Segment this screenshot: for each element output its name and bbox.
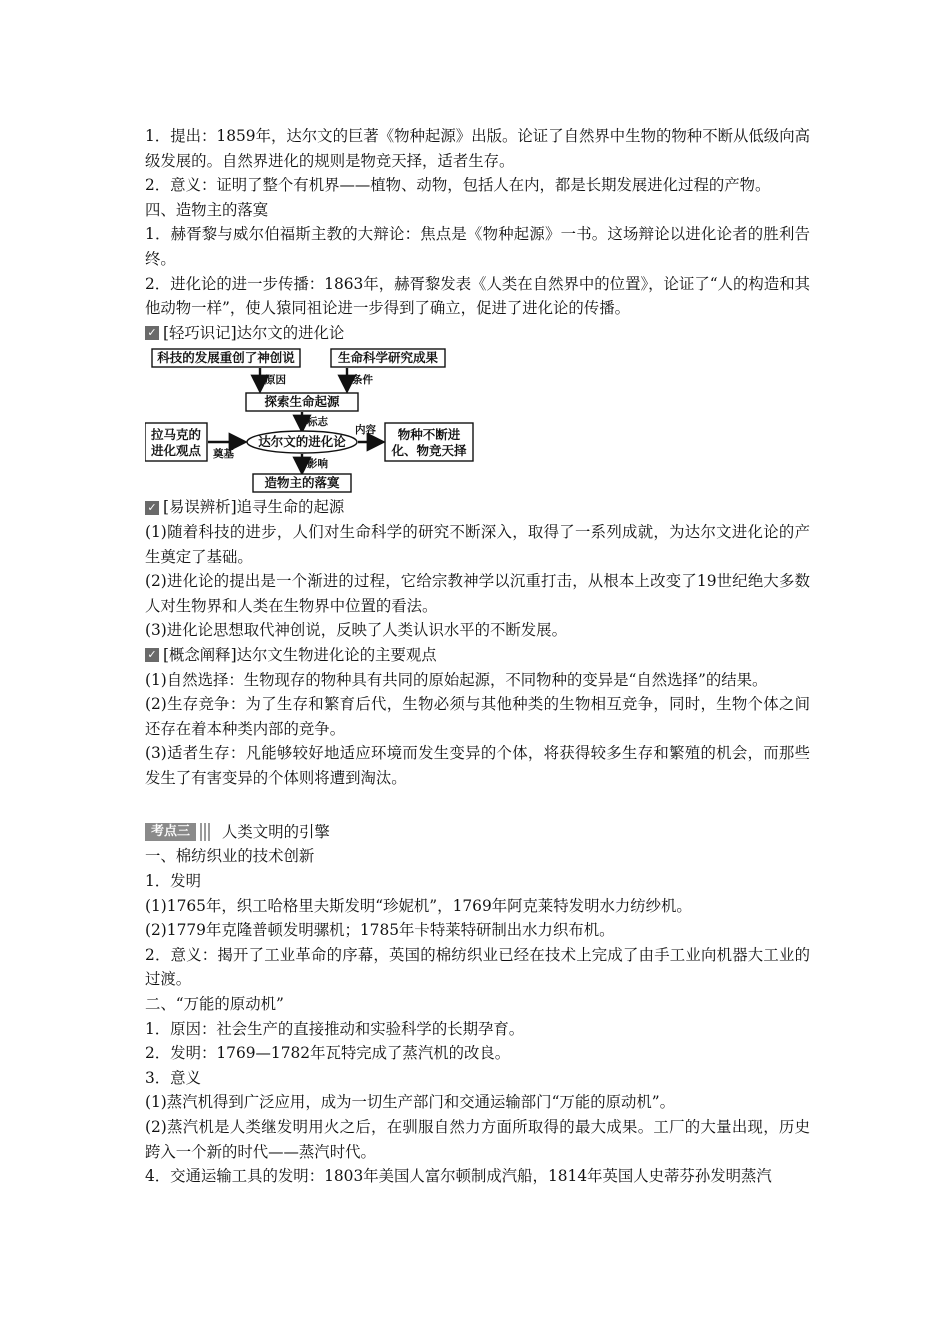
page-content [145, 124, 810, 1189]
paragraph: (2)生存竞争：为了生存和繁育后代，生物必须与其他种类的生物相互竞争，同时，生物个体之间还存在着本种类内部的竞争。 [145, 695, 810, 738]
node-result-line2: 化、物竞天择 [391, 443, 467, 459]
bianxi-heading-text: [易误辨析]追寻生命的起源 [163, 498, 345, 517]
paragraph: 4．交通运输工具的发明：1803年美国人富尔顿制成汽船，1814年英国人史蒂芬孙发明蒸汽 [145, 1167, 772, 1186]
node-explore-label: 探索生命起源 [264, 394, 340, 410]
node-science-label: 生命科学研究成果 [337, 350, 439, 366]
paragraph: (2)进化论的提出是一个渐进的过程，它给宗教神学以沉重打击，从根本上改变了19世纪绝大多数人对生物界和人类在生物界中位置的看法。 [145, 572, 810, 615]
diagram-canvas [145, 347, 475, 495]
paragraph: (2)蒸汽机是人类继发明用火之后，在驯服自然力方面所取得的最大成果。工厂的大量出现，历史跨入一个新的时代——蒸汽时代。 [145, 1118, 810, 1161]
node-center-label: 达尔文的进化论 [258, 434, 346, 450]
paragraph: 1．原因：社会生产的直接推动和实验科学的长期孕育。 [145, 1019, 525, 1038]
qiaoji-heading-text: [轻巧识记]达尔文的进化论 [163, 323, 345, 342]
paragraph: 2．意义：揭开了工业革命的序幕，英国的棉纺织业已经在技术上完成了由手工业向机器大工业的过渡。 [145, 945, 810, 989]
paragraph: (1)自然选择：生物现存的物种具有共同的原始起源，不同物种的变异是“自然选择”的结果。 [145, 670, 768, 689]
paragraph: (3)适者生存：凡能够较好地适应环境而发生变异的个体，将获得较多生存和繁殖的机会，而那些发生了有害变异的个体则将遭到淘汰。 [145, 744, 810, 787]
node-lamarck-line1: 拉马克的 [150, 427, 202, 443]
node-fall-label: 造物主的落寞 [264, 475, 340, 491]
paragraph: 3．意义 [145, 1068, 201, 1087]
bianxi-heading [145, 495, 810, 520]
section-three-header [145, 820, 810, 844]
section-heading: 一、棉纺织业的技术创新 [145, 847, 315, 866]
checkmark-icon: ✓ [145, 648, 159, 662]
section-title: 人类文明的引擎 [222, 823, 330, 842]
gainian-heading-text: [概念阐释]达尔文生物进化论的主要观点 [163, 645, 437, 664]
section-heading: 四、造物主的落寞 [145, 200, 269, 219]
concept-diagram [145, 347, 475, 495]
edge-content-label: 内容 [355, 424, 376, 437]
gainian-heading [145, 643, 810, 668]
edge-foundation-label: 奠基 [213, 448, 234, 461]
edge-influence-label: 影响 [307, 458, 328, 471]
node-result-line1: 物种不断进 [397, 427, 461, 443]
node-tech-label: 科技的发展重创了神创说 [157, 350, 295, 366]
qiaoji-heading [145, 321, 810, 346]
paragraph: 2．进化论的进一步传播：1863年，赫胥黎发表《人类在自然界中的位置》，论证了“人的构造和其他动物一样”，使人猿同祖论进一步得到了确立，促进了进化论的传播。 [145, 274, 810, 318]
node-lamarck-line2: 进化观点 [150, 443, 202, 459]
paragraph: 2．意义：证明了整个有机界——植物、动物，包括人在内，都是长期发展进化过程的产物。 [145, 176, 771, 195]
paragraph: 1．赫胥黎与威尔伯福斯主教的大辩论：焦点是《物种起源》一书。这场辩论以进化论者的胜利告终。 [145, 225, 810, 268]
paragraph: (1)随着科技的进步，人们对生命科学的研究不断深入，取得了一系列成就，为达尔文进化论的产生奠定了基础。 [145, 522, 810, 566]
edge-cause-label: 原因 [265, 374, 286, 387]
paragraph: 2．发明：1769—1782年瓦特完成了蒸汽机的改良。 [145, 1044, 511, 1063]
edge-condition-label: 条件 [352, 374, 373, 387]
edge-sign-label: 标志 [307, 416, 328, 429]
paragraph: (2)1779年克隆普顿发明骡机；1785年卡特莱特研制出水力织布机。 [145, 921, 615, 940]
section-heading: 二、“万能的原动机” [145, 995, 284, 1014]
tag-stripes [198, 823, 210, 841]
paragraph: (3)进化论思想取代神创说，反映了人类认识水平的不断发展。 [145, 621, 567, 640]
checkmark-icon: ✓ [145, 501, 159, 515]
checkmark-icon: ✓ [145, 326, 159, 340]
paragraph: (1)蒸汽机得到广泛应用，成为一切生产部门和交通运输部门“万能的原动机”。 [145, 1093, 676, 1112]
section-tag: 考点三 [145, 823, 196, 841]
paragraph: (1)1765年，织工哈格里夫斯发明“珍妮机”，1769年阿克莱特发明水力纺纱机。 [145, 896, 692, 915]
paragraph: 1．提出：1859年，达尔文的巨著《物种起源》出版。论证了自然界中生物的物种不断从低级向高级发展的。自然界进化的规则是物竞天择，适者生存。 [145, 127, 810, 170]
paragraph: 1．发明 [145, 872, 201, 891]
